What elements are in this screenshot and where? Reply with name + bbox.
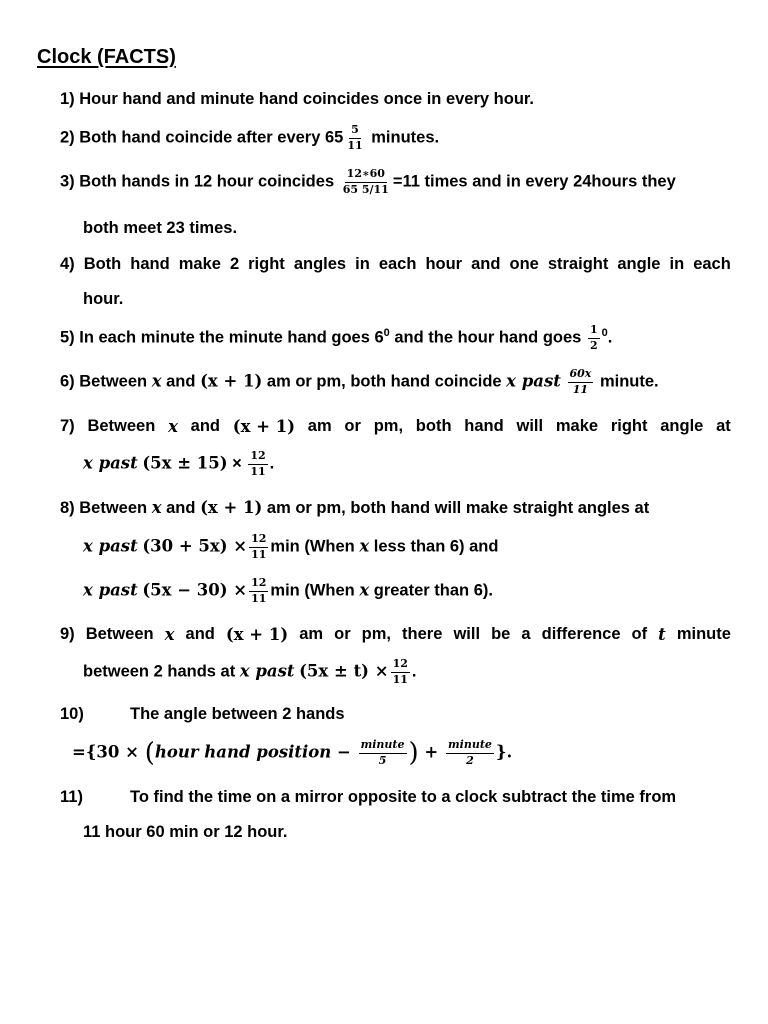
word: x: [164, 625, 175, 644]
word: angle: [617, 255, 661, 273]
fraction-60x-11: $\frac{60x}{11}$: [569, 367, 592, 396]
fraction-12-11: $\frac{12}{11}$: [250, 449, 266, 478]
word: am: [299, 625, 324, 643]
word: x: [168, 417, 178, 436]
fraction-12-11: $\frac{12}{11}$: [251, 576, 267, 605]
word: and: [190, 417, 221, 435]
fact-8-line-2: x past (30 + 5x) × $\frac{12}{11}$ min (When x less than 6) and: [83, 532, 499, 561]
word: and: [185, 625, 215, 643]
word: there: [402, 625, 443, 643]
fact-8-line-3: x past (5x − 30) × $\frac{12}{11}$ min (When x greater than 6).: [83, 576, 493, 605]
fact-1-text: 1) Hour hand and minute hand coincides once in every hour.: [60, 90, 534, 108]
fact-8: 8) Between x and (x + 1) am or pm, both hand will make straight angles at: [60, 498, 650, 517]
fact-6: 6) Between x and (x + 1) am or pm, both hand coincide x past $\frac{60x}{11}$ minute.: [60, 367, 659, 396]
word: pm,: [373, 417, 404, 435]
word: in: [669, 255, 685, 273]
word: and: [471, 255, 501, 273]
word: right: [610, 417, 648, 435]
fact-1: [60, 90, 534, 109]
fact-2: 2) Both hand coincide after every 65 $\frac{5}{11}$ minutes.: [60, 123, 440, 152]
fact-10: 10) The angle between 2 hands: [60, 705, 345, 723]
word: at: [716, 417, 731, 435]
word: be: [491, 625, 511, 643]
fraction-12-11: $\frac{12}{11}$: [392, 657, 408, 686]
word: (x + 1): [225, 625, 289, 644]
fact-11: 11) To find the time on a mirror opposite to a clock subtract the time from: [60, 788, 677, 806]
fact-11-line-2: 11 hour 60 min or 12 hour.: [83, 823, 288, 841]
word: 9): [60, 625, 75, 643]
fact-9: [60, 625, 731, 644]
word: 7): [60, 417, 75, 435]
fact-3-line-2: both meet 23 times.: [83, 219, 238, 237]
fact-4-line-2: hour.: [83, 290, 124, 308]
word: make: [555, 417, 599, 435]
fact-3: 3) Both hands in 12 hour coincides $\frac{12∗60}{65 5/11}$ =11 times and in every 24hours they: [60, 167, 676, 196]
fact-4: [60, 255, 731, 274]
word: a: [521, 625, 531, 643]
fact-2-text: 2) Both hand coincide after every 65: [60, 128, 344, 147]
fact-9-line-2: between 2 hands at x past (5x ± t) × $\frac{12}{11}$ .: [83, 657, 417, 686]
word: right: [248, 255, 285, 273]
word: both: [415, 417, 452, 435]
fraction-12-11: $\frac{12}{11}$: [251, 532, 267, 561]
word: Both: [83, 255, 122, 273]
word: hand: [130, 255, 170, 273]
word: straight: [547, 255, 609, 273]
fraction-minute-2: $\frac{\text{minute}}{2}$: [448, 737, 492, 767]
word: Between: [87, 417, 156, 435]
word: will: [453, 625, 481, 643]
word: 4): [60, 255, 75, 273]
word: hour: [425, 255, 463, 273]
word: in: [355, 255, 370, 273]
fact-7: [60, 417, 731, 436]
word: angle: [660, 417, 704, 435]
word: make: [178, 255, 221, 273]
word: pm,: [361, 625, 391, 643]
fraction-1-2: $\frac{1}{2}$: [589, 323, 598, 352]
fact-7-line-2: x past (5x ± 15) × $\frac{12}{11}$ .: [83, 449, 275, 478]
page-title: Clock (FACTS): [37, 46, 176, 68]
word: one: [509, 255, 539, 273]
word: of: [631, 625, 648, 643]
word: each: [378, 255, 417, 273]
fact-5: 5) In each minute the minute hand goes $6^0$ and the hour hand goes $\frac{1}{2}$ $^0$.: [60, 323, 613, 352]
word: or: [334, 625, 351, 643]
word: will: [516, 417, 544, 435]
fraction-12x60: $\frac{12∗60}{65 5/11}$: [342, 167, 389, 196]
word: t: [658, 625, 666, 644]
fraction-5-11: $\frac{5}{11}$: [347, 123, 363, 152]
word: minute: [676, 625, 731, 643]
word: Between: [85, 625, 154, 643]
fraction-minute-5: $\frac{\text{minute}}{5}$: [360, 737, 405, 767]
word: or: [344, 417, 361, 435]
word: angles: [293, 255, 347, 273]
word: each: [693, 255, 731, 273]
word: 2: [229, 255, 240, 273]
word: (x + 1): [232, 417, 296, 436]
word: am: [307, 417, 332, 435]
word: difference: [541, 625, 621, 643]
fact-10-formula: ={30 × (hour hand position − $\frac{\text{minute}}{5}$ ) + $\frac{\text{minute}}{2}$ }.: [72, 737, 513, 768]
word: hand: [464, 417, 504, 435]
